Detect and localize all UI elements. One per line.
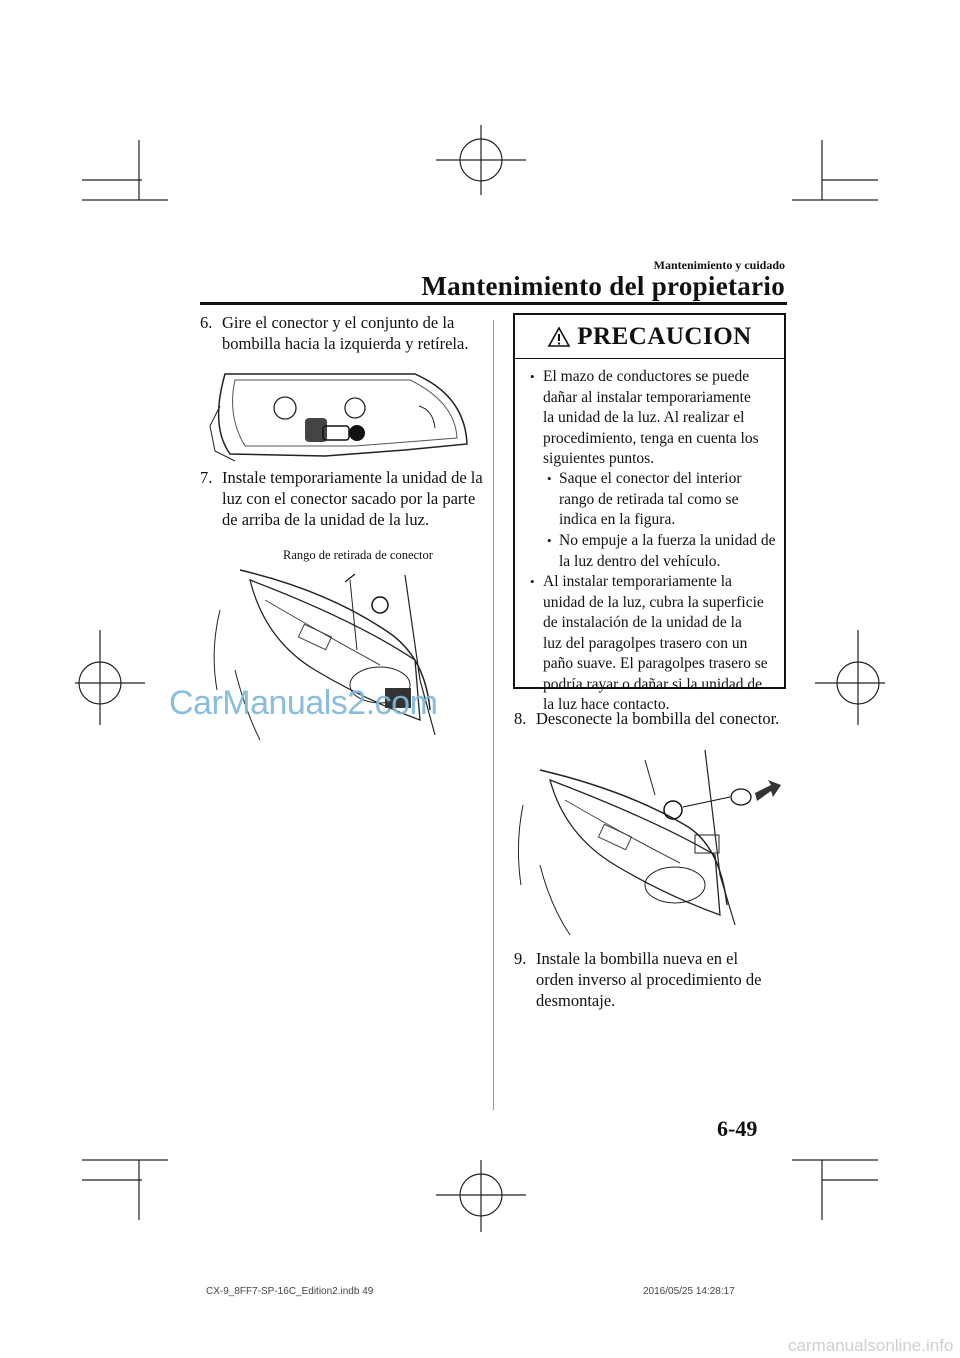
step-text: Instale temporariamente la unidad de la luz con el conector sacado por la parte de arriba de la unidad de la luz. bbox=[222, 468, 483, 529]
step-text: Desconecte la bombilla del conector. bbox=[536, 709, 780, 728]
disconnect-bulb-illustration bbox=[515, 745, 785, 945]
caution-title: PRECAUCION bbox=[577, 322, 752, 350]
connector-range-label: Rango de retirada de conector bbox=[283, 548, 433, 562]
caution-bullet-1: • El mazo de conductores se puede dañar al instalar temporariamente la unidad de la luz. Al realizar el procedimiento, tenga en cuenta los siguientes puntos. bbox=[530, 368, 759, 467]
tail-lamp-bulb-illustration bbox=[205, 366, 470, 466]
bullet-dot: • bbox=[547, 471, 552, 486]
step-number: 9. bbox=[514, 949, 527, 968]
step-8 bbox=[514, 708, 794, 729]
page-title: Mantenimiento del propietario bbox=[421, 271, 785, 301]
column-divider bbox=[493, 320, 494, 1110]
header-rule bbox=[200, 302, 787, 305]
site-watermark: carmanualsonline.info bbox=[788, 1336, 954, 1355]
caution-subbullet-2: • No empuje a la fuerza la unidad de la luz dentro del vehículo. bbox=[547, 532, 776, 570]
step-text: Instale la bombilla nueva en el orden inverso al procedimiento de desmontaje. bbox=[536, 949, 762, 1010]
step-number: 6. bbox=[200, 313, 213, 332]
caution-box bbox=[513, 313, 786, 713]
step-text: Gire el conector y el conjunto de la bombilla hacia la izquierda y retírela. bbox=[222, 313, 469, 353]
caution-bullet-2: • Al instalar temporariamente la unidad de la luz, cubra la superficie de instalación de la unidad de la luz del paragolpes trasero con un paño suave. El paragolpes trasero se podría rayar o dañar si la unidad de la luz hace contacto. bbox=[530, 573, 768, 713]
step-6 bbox=[200, 312, 485, 354]
section-heading: Mantenimiento y cuidado bbox=[653, 258, 785, 272]
footer-timestamp: 2016/05/25 14:28:17 bbox=[643, 1286, 735, 1297]
step-number: 8. bbox=[514, 709, 527, 728]
bullet-dot: • bbox=[530, 369, 535, 384]
carmanuals-watermark: CarManuals2.com bbox=[169, 684, 438, 722]
caution-subbullet-1: • Saque el conector del interior rango de retirada tal como se indica en la figura. bbox=[547, 470, 742, 528]
step-7 bbox=[200, 467, 490, 530]
step-number: 7. bbox=[200, 468, 213, 487]
page-number: 6-49 bbox=[717, 1116, 758, 1141]
footer-filename: CX-9_8FF7-SP-16C_Edition2.indb 49 bbox=[206, 1286, 374, 1297]
bullet-dot: • bbox=[547, 533, 552, 548]
step-9 bbox=[514, 948, 794, 1011]
bullet-dot: • bbox=[530, 574, 535, 589]
caution-header bbox=[515, 315, 784, 359]
warning-triangle-icon bbox=[547, 326, 571, 348]
